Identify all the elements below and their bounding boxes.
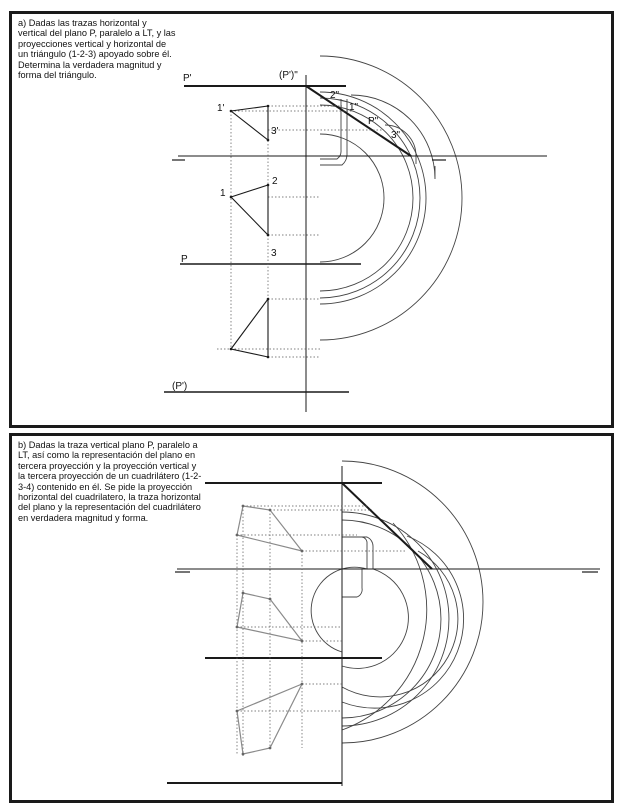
problem-a-statement: a) Dadas las trazas horizontal y vertical del plano P, paralelo a LT, y las proyecciones vertical y horizontal de un triángulo (1-2-3) apoyado sobre él. Determina la verdadera magnitud y forma del triángulo. <box>18 18 176 81</box>
arc-6 <box>320 134 384 262</box>
problem-a-drawing <box>12 14 614 428</box>
quad-vertical-projection <box>237 506 302 551</box>
label-p-profile: P" <box>368 116 379 127</box>
quadrilaterals-b <box>237 506 302 754</box>
label-vertex-3-vertical: 3' <box>271 126 279 137</box>
problem-b-drawing <box>12 436 614 803</box>
triangle-true-shape <box>231 299 268 357</box>
label-vertex-2-horizontal: 2 <box>272 176 278 187</box>
rotation-arcs-b <box>311 461 483 743</box>
label-vertex-1-horizontal: 1 <box>220 188 226 199</box>
problem-a-panel <box>9 11 614 428</box>
label-vertex-1-vertical: 1' <box>217 103 225 114</box>
label-vertex-3-profile: 3" <box>391 130 401 141</box>
label-vertex-3-horizontal: 3 <box>271 248 277 259</box>
traces-a <box>164 75 547 412</box>
label-p-vertical: P' <box>183 73 192 84</box>
triangle-horizontal-projection <box>231 185 268 235</box>
traces-b <box>167 466 600 786</box>
label-p-profile-top: (P')" <box>279 70 298 81</box>
label-vertex-1-profile: 1" <box>349 102 359 113</box>
arc-outer <box>320 56 462 340</box>
quad-true-shape <box>237 684 302 754</box>
triangles-a <box>231 106 268 357</box>
problem-b-statement: b) Dadas la traza vertical plano P, paralelo a LT, así como la representación del plano en tercera proyección y la proyección vertical y la tercera proyección de un cuadrilátero (1-2-3-4) contenido en él. Se pide la proyección horizontal del cuadrilatero, la traza horizontal del plano y la representación del cuadrilátero en verdadera magnitud y forma. <box>18 440 202 523</box>
vertices-a <box>230 105 270 359</box>
label-p-horizontal: P <box>181 254 188 265</box>
problem-b-panel <box>9 433 614 803</box>
label-p-rotated: (P') <box>172 381 188 392</box>
arc-8 <box>320 99 347 165</box>
trace-p-profile <box>306 86 411 156</box>
projection-lines-a <box>217 106 384 357</box>
label-vertex-2-profile: 2" <box>330 90 340 101</box>
trace-p-profile-b <box>342 483 432 569</box>
rotation-arcs-a <box>320 56 462 340</box>
